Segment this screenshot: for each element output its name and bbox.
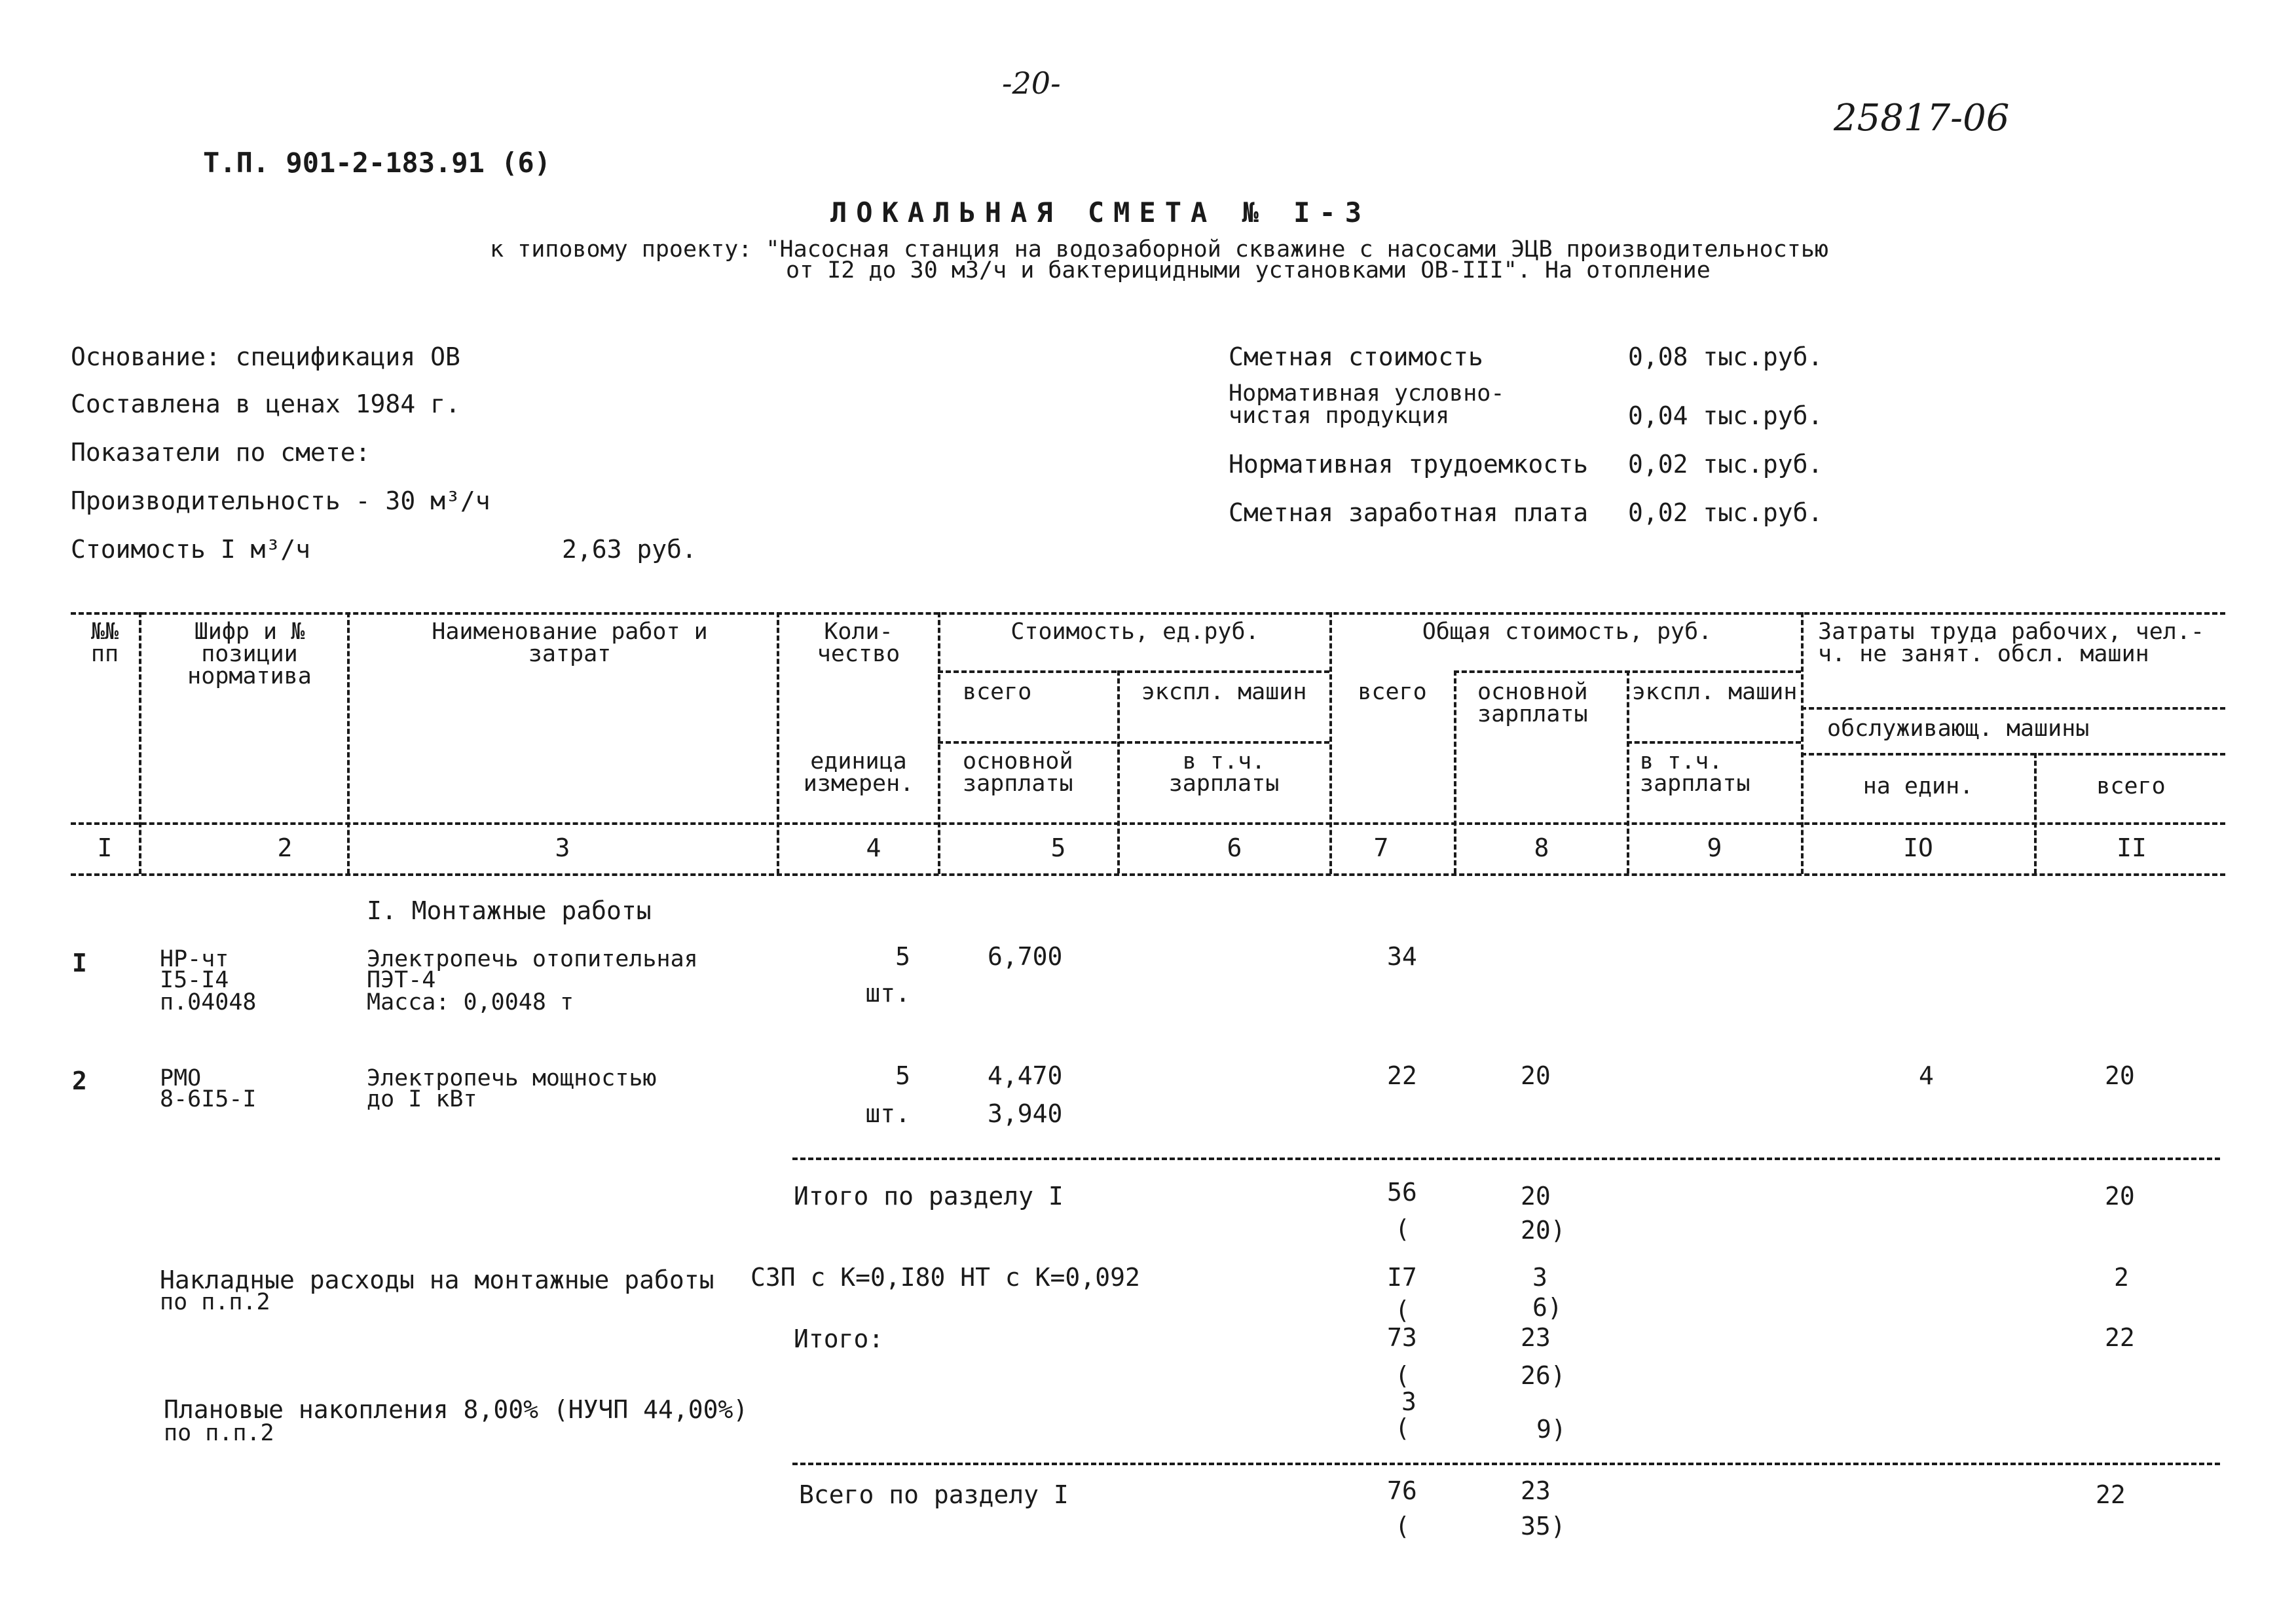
archive-number: 25817-06 xyxy=(1834,97,2010,139)
subtotal-wages-2: 20) xyxy=(1521,1216,1566,1245)
col-sep-3 xyxy=(777,612,779,874)
grand-total: 76 xyxy=(1387,1476,1417,1505)
header-qty-top: Коли-чество xyxy=(817,619,900,667)
basis-line: Основание: спецификация ОВ xyxy=(71,342,460,371)
labor-intensity-label: Нормативная трудоемкость xyxy=(1229,450,1589,479)
header-total-all: всего xyxy=(1358,679,1427,705)
net-product-label: Нормативная условно-чистая продукция xyxy=(1229,380,1505,429)
row1-code-2: I5-I4 xyxy=(160,967,229,993)
overhead-wages-2: 6) xyxy=(1532,1293,1563,1322)
wage-fund-value: 0,02 тыс.руб. xyxy=(1628,498,1823,527)
header-labor: Затраты труда рабочих, чел.-ч. не занят. обсл. машин xyxy=(1818,619,2205,667)
rule-header-bottom xyxy=(71,822,2225,825)
colnum-6: 6 xyxy=(1227,833,1242,862)
itogo-labor: 22 xyxy=(2105,1323,2135,1352)
itogo-wages: 23 xyxy=(1521,1323,1551,1352)
grand-wages-2: 35) xyxy=(1521,1512,1566,1541)
labor-intensity-value: 0,02 тыс.руб. xyxy=(1628,450,1823,479)
row2-unit-wages: 3,940 xyxy=(988,1099,1063,1128)
header-col-2: Шифр и № позиции норматива xyxy=(187,619,312,689)
header-col-3: Наименование работ и затрат xyxy=(432,619,708,667)
unit-cost-value: 2,63 руб. xyxy=(562,535,697,564)
rule-labor-sub xyxy=(1801,707,2225,710)
subtotal-paren: ( xyxy=(1395,1214,1410,1243)
project-code: Т.П. 901-2-183.91 (6) xyxy=(203,147,551,179)
row2-unit: шт. xyxy=(865,1099,910,1128)
plan-label-1: Плановые накопления 8,00% (НУЧП 44,00%) xyxy=(164,1395,749,1424)
itogo-wages-2: 26) xyxy=(1521,1361,1566,1390)
row1-num: I xyxy=(72,949,87,977)
overhead-label-2: по п.п.2 xyxy=(160,1289,270,1315)
header-total-wages: основной зарплаты xyxy=(1477,679,1588,727)
prices-line: Составлена в ценах 1984 г. xyxy=(71,390,460,418)
row1-unit-total: 6,700 xyxy=(988,942,1063,971)
header-unit-cost: Стоимость, ед.руб. xyxy=(1010,619,1259,645)
estimate-cost-label: Сметная стоимость xyxy=(1229,342,1483,371)
header-unit-wages: основной зарплаты xyxy=(963,748,1073,797)
colnum-10: IO xyxy=(1903,833,1933,862)
colnum-11: II xyxy=(2117,833,2147,862)
header-unit-total: всего xyxy=(963,679,1032,705)
row1-unit: шт. xyxy=(865,979,910,1008)
colnum-1: I xyxy=(97,833,113,862)
row2-total-wages: 20 xyxy=(1521,1061,1551,1090)
col-sep-1 xyxy=(139,612,141,874)
overhead-paren: ( xyxy=(1395,1296,1410,1324)
header-labor-unit: на един. xyxy=(1862,773,1974,799)
header-total-machines: экспл. машин xyxy=(1631,679,1798,705)
row2-labor-total: 20 xyxy=(2105,1061,2135,1090)
rule-unitcost-sub xyxy=(938,670,1329,673)
overhead-labor: 2 xyxy=(2114,1263,2129,1292)
indicators-line: Показатели по смете: xyxy=(71,438,371,467)
overhead-total: I7 xyxy=(1387,1263,1417,1292)
row1-name-3: Масса: 0,0048 т xyxy=(367,989,574,1015)
row1-code-3: п.04048 xyxy=(160,989,257,1015)
grand-labor: 22 xyxy=(2096,1480,2126,1509)
overhead-formula: СЗП с К=0,I80 НТ с К=0,092 xyxy=(750,1263,1140,1292)
grand-total-rule xyxy=(792,1463,2220,1465)
overhead-wages: 3 xyxy=(1532,1263,1547,1292)
header-labor-serv: обслуживающ. машины xyxy=(1827,716,2090,742)
grand-wages: 23 xyxy=(1521,1476,1551,1505)
rule-unitcost-mid xyxy=(938,741,1329,744)
rule-totalmach-mid xyxy=(1627,741,1801,744)
row2-total: 22 xyxy=(1387,1061,1417,1090)
document-title: ЛОКАЛЬНАЯ СМЕТА № I-3 xyxy=(830,196,1371,228)
subtotal-wages: 20 xyxy=(1521,1182,1551,1211)
row1-qty: 5 xyxy=(895,942,910,971)
header-total-incl-wages: в т.ч. зарплаты xyxy=(1640,748,1750,797)
header-unit-machines: экспл. машин xyxy=(1141,679,1307,705)
subtotal-labor: 20 xyxy=(2105,1182,2135,1211)
subtotal-total: 56 xyxy=(1387,1178,1417,1207)
row2-name-1: Электропечь мощностью xyxy=(367,1065,657,1091)
itogo-paren: ( xyxy=(1395,1361,1410,1390)
grand-label: Всего по разделу I xyxy=(799,1480,1069,1509)
header-qty-bottom: единица измерен. xyxy=(803,748,914,797)
grand-paren: ( xyxy=(1395,1512,1410,1541)
overhead-label-1: Накладные расходы на монтажные работы xyxy=(160,1266,714,1294)
header-unit-incl-wages: в т.ч. зарплаты xyxy=(1168,748,1280,797)
row2-num: 2 xyxy=(72,1067,87,1095)
row2-unit-total: 4,470 xyxy=(988,1061,1063,1090)
plan-wages-2: 9) xyxy=(1536,1415,1566,1444)
row1-name-1: Электропечь отопительная xyxy=(367,946,698,972)
itogo-label: Итого: xyxy=(794,1324,884,1353)
unit-cost-label: Стоимость I м³/ч xyxy=(71,535,311,564)
plan-label-2: по п.п.2 xyxy=(164,1420,274,1446)
rule-numbers-bottom xyxy=(71,873,2225,876)
wage-fund-label: Сметная заработная плата xyxy=(1229,498,1589,527)
rule-labor-mid xyxy=(1801,753,2225,756)
net-product-value: 0,04 тыс.руб. xyxy=(1628,401,1823,430)
colnum-7: 7 xyxy=(1373,833,1389,862)
subtitle-line-2: от I2 до 30 м3/ч и бактерицидными установками ОВ-III". На отопление xyxy=(786,257,1711,283)
row1-name-2: ПЭТ-4 xyxy=(367,967,436,993)
section-title: I. Монтажные работы xyxy=(367,896,652,925)
header-labor-total: всего xyxy=(2096,773,2166,799)
capacity-line: Производительность - 30 м³/ч xyxy=(71,486,491,515)
page-number: -20- xyxy=(1002,65,1061,101)
header-col-1: №№ пп xyxy=(90,619,119,667)
plan-paren: ( xyxy=(1395,1413,1410,1442)
estimate-cost-value: 0,08 тыс.руб. xyxy=(1628,342,1823,371)
subtotal-label: Итого по разделу I xyxy=(794,1182,1064,1211)
subtitle-line-1: к типовому проекту: "Насосная станция на водозаборной скважине с насосами ЭЦВ производительностью xyxy=(490,236,1828,263)
colnum-5: 5 xyxy=(1050,833,1066,862)
colnum-3: 3 xyxy=(555,833,570,862)
itogo-total: 73 xyxy=(1387,1323,1417,1352)
row2-code-2: 8-6I5-I xyxy=(160,1086,257,1112)
plan-total: 3 xyxy=(1401,1387,1416,1416)
subtotal-rule xyxy=(792,1158,2220,1160)
row2-name-2: до I кВт xyxy=(367,1086,477,1112)
header-total-cost: Общая стоимость, руб. xyxy=(1422,619,1713,645)
row1-total: 34 xyxy=(1387,942,1417,971)
table-top-rule xyxy=(71,612,2225,615)
row2-qty: 5 xyxy=(895,1061,910,1090)
row2-labor-unit: 4 xyxy=(1919,1061,1934,1090)
colnum-8: 8 xyxy=(1534,833,1549,862)
colnum-2: 2 xyxy=(277,833,293,862)
row2-code-1: РМО xyxy=(160,1065,202,1091)
colnum-9: 9 xyxy=(1707,833,1722,862)
colnum-4: 4 xyxy=(866,833,881,862)
row1-code-1: НР-чт xyxy=(160,946,229,972)
